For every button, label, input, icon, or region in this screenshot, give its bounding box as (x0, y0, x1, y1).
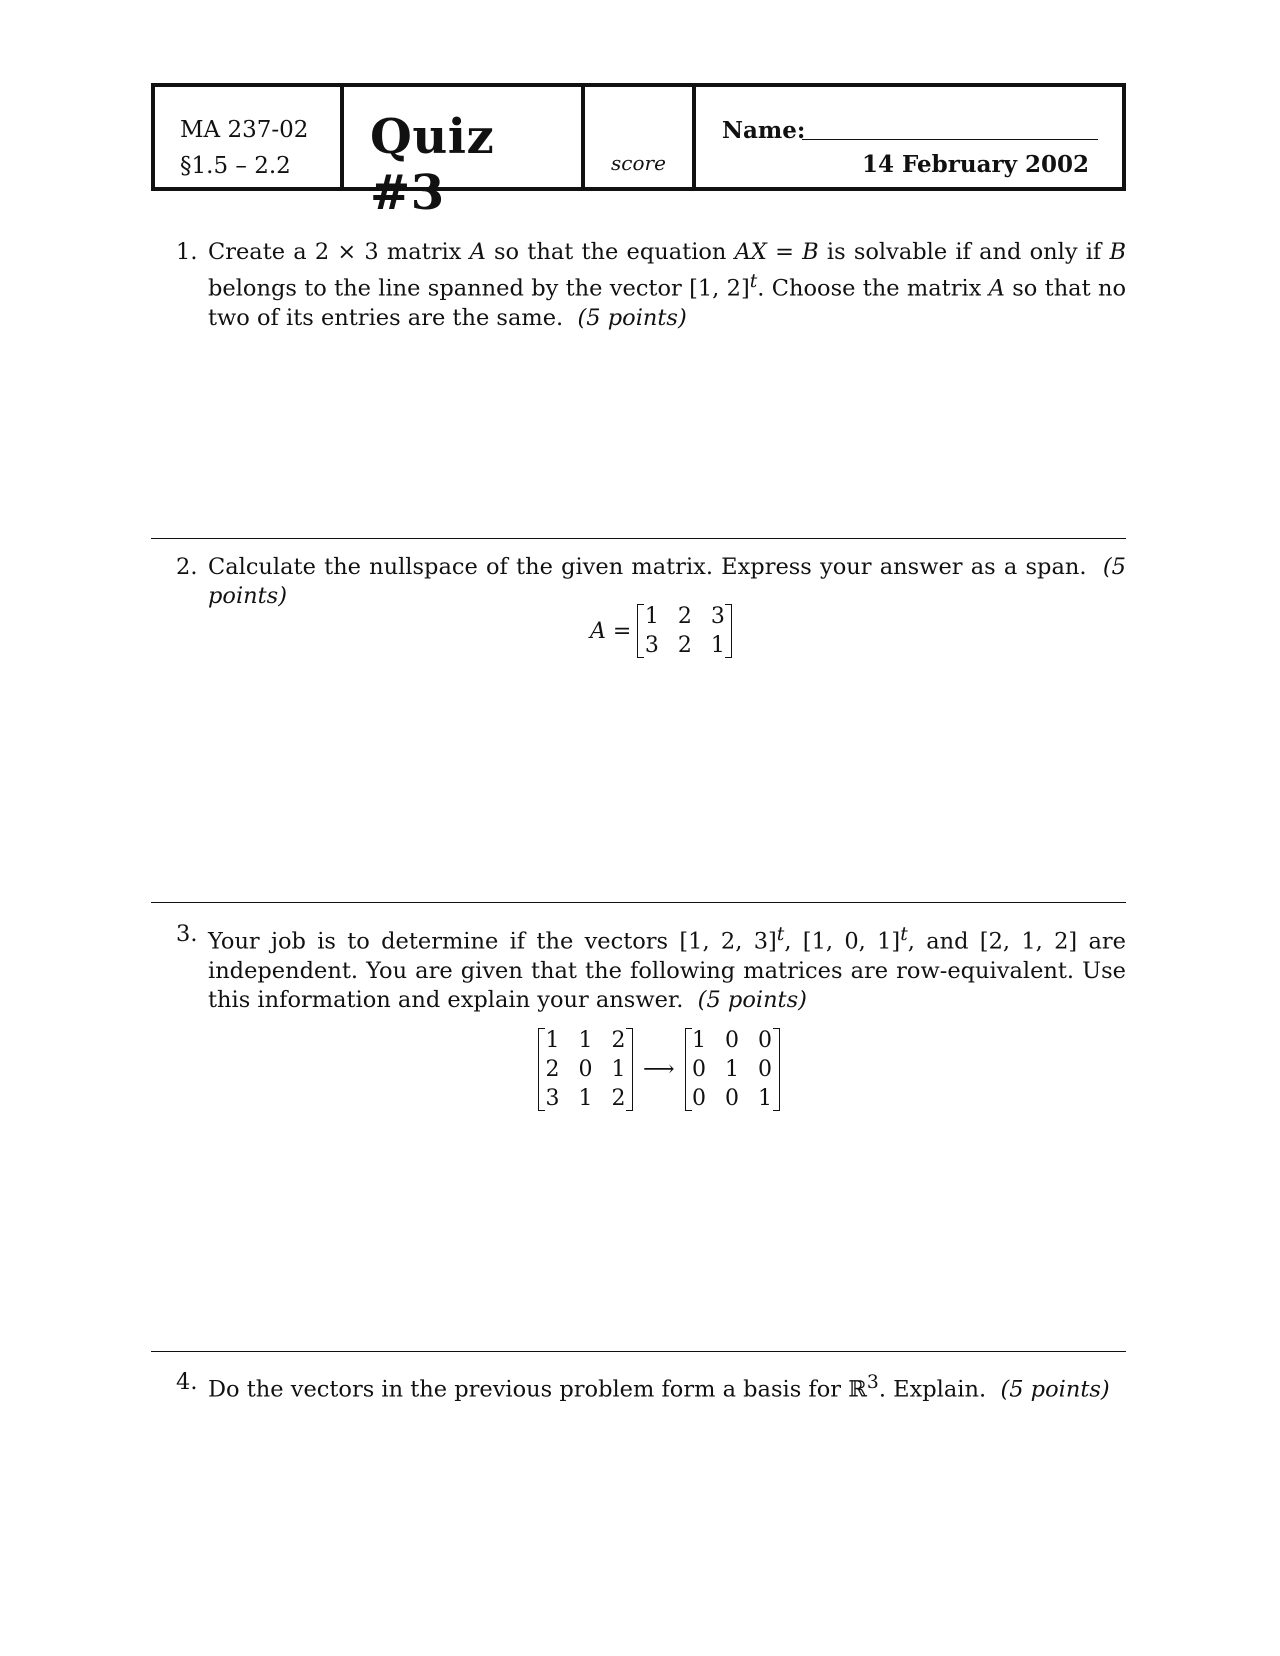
matrix-cell: 3 (644, 633, 659, 658)
matrix-cell: 1 (725, 1057, 740, 1082)
matrix-cell: 1 (611, 1057, 626, 1082)
name-blank-line (802, 139, 1098, 140)
points-label: (5 points) (697, 986, 807, 1013)
points-label: (5 points) (208, 554, 1126, 609)
quiz-header (151, 83, 1126, 221)
course-cell (155, 87, 340, 187)
matrix-cell: 2 (611, 1028, 626, 1053)
matrix-cell: 3 (545, 1086, 560, 1111)
matrix-cell: 2 (677, 633, 692, 658)
matrix-cell: 2 (677, 604, 692, 629)
matrix-cell: 1 (644, 604, 659, 629)
matrix-cell: 1 (578, 1028, 593, 1053)
problem-number: 4. (176, 1369, 198, 1395)
problem-number: 3. (176, 921, 198, 947)
matrix-cell: 1 (545, 1028, 560, 1053)
matrix-label: A = (590, 618, 632, 644)
quiz-date: 14 February 2002 (861, 151, 1089, 178)
matrix-cell: 1 (578, 1086, 593, 1111)
matrix-cell: 2 (545, 1057, 560, 1082)
problem-1 (176, 238, 1126, 333)
problem-text: Create a 2 × 3 matrix A so that the equation AX = B is solvable if and only if B belongs to the line spanned by the vector [1, 2]$^t$. Choose the matrix A so that no two of its entries are the same. (5 points) (208, 239, 1126, 331)
matrix-cell: 3 (710, 604, 725, 629)
matrix-reduced (685, 1026, 780, 1113)
course-code: MA 237-02 (180, 117, 309, 143)
problem-3 (176, 920, 1126, 1015)
points-label: (5 points) (577, 304, 687, 331)
matrix-cell: 0 (578, 1057, 593, 1082)
matrix-cell: 1 (710, 633, 725, 658)
quiz-title: Quiz #3 (370, 109, 495, 221)
problem-text: Calculate the nullspace of the given matrix. Express your answer as a span. (5 points) (208, 554, 1126, 609)
matrix-a (637, 602, 732, 660)
section-divider (151, 902, 1126, 903)
problem-text: Your job is to determine if the vectors [1, 2, 3]$^t$, [1, 0, 1]$^t$, and [2, 1, 2] are independent. You are given that the following matrices are row-equivalent. Use this information and explain your answer. (5 points) (208, 924, 1126, 1013)
score-label: score (611, 151, 666, 175)
matrix-equation (590, 602, 732, 660)
matrix-original (538, 1026, 633, 1113)
matrix-cell: 1 (692, 1028, 707, 1053)
matrix-cell: 0 (758, 1057, 773, 1082)
section-divider (151, 538, 1126, 539)
matrix-cell: 1 (758, 1086, 773, 1111)
problem-4 (176, 1368, 1126, 1405)
name-cell (692, 87, 1122, 187)
matrix-cell: 0 (692, 1057, 707, 1082)
title-cell (340, 87, 581, 221)
problem-text: Do the vectors in the previous problem form a basis for ℝ$^3$. Explain. (5 points) (208, 1372, 1110, 1403)
row-equivalence-arrow: ⟶ (643, 1057, 675, 1082)
course-sections: §1.5 – 2.2 (180, 153, 291, 179)
points-label: (5 points) (1000, 1376, 1110, 1403)
section-divider (151, 1351, 1126, 1352)
problem-number: 1. (176, 239, 198, 265)
row-equivalence (538, 1026, 780, 1113)
problem-number: 2. (176, 554, 198, 580)
matrix-cell: 0 (758, 1028, 773, 1053)
matrix-cell: 0 (725, 1028, 740, 1053)
matrix-cell: 2 (611, 1086, 626, 1111)
name-label: Name: (722, 117, 806, 144)
score-cell (581, 87, 692, 187)
matrix-cell: 0 (692, 1086, 707, 1111)
matrix-cell: 0 (725, 1086, 740, 1111)
